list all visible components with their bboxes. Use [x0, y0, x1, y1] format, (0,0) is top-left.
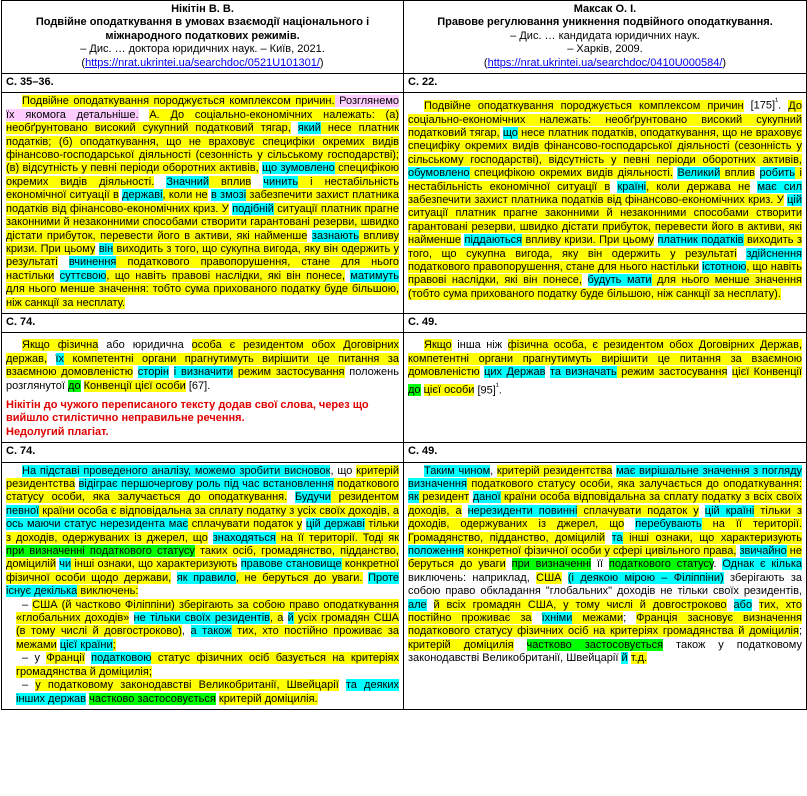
highlighted-fragment: Значний	[166, 175, 210, 188]
text-fragment	[737, 248, 747, 260]
highlighted-fragment: у податковому законодавстві Великобританії, Швейцарії	[35, 679, 339, 692]
highlighted-fragment: конкретної фізичної особи щодо держави,	[6, 558, 399, 584]
highlighted-fragment: , не беруться до уваги.	[235, 571, 363, 584]
highlighted-fragment: забезпечити захист платника податків від фінансово-економічних криз. У	[408, 193, 784, 206]
highlighted-fragment: усіх громадян США (в тому числі й довгостроково)	[16, 612, 400, 638]
highlighted-fragment: таких осіб, громадянство, підданство, доміцилій	[6, 545, 399, 571]
text-fragment: ,	[181, 625, 191, 638]
highlighted-fragment: т.д.	[630, 652, 648, 665]
highlighted-fragment: до	[408, 384, 421, 397]
text-fragment	[582, 274, 588, 286]
highlighted-fragment: при визначенні	[511, 558, 592, 571]
highlighted-fragment: статус фізичних осіб базується на критеріях громадянства й доміцилія;	[16, 652, 400, 678]
right-pages-2: С. 49.	[404, 313, 807, 332]
text-fragment	[139, 109, 150, 121]
right-place: – Харків, 2009.	[567, 43, 643, 56]
highlighted-fragment: , що навіть правові наслідки, які він понесе,	[106, 269, 346, 282]
highlighted-fragment: Будучи	[294, 491, 331, 504]
highlighted-fragment: знаходяться	[212, 531, 276, 544]
highlighted-fragment: й всіх громадян США, у тому числі й довгостроково	[433, 598, 727, 611]
highlighted-fragment: вплив	[720, 167, 755, 180]
highlighted-fragment: режим застосування	[233, 366, 345, 379]
text-fragment	[755, 167, 760, 179]
text-fragment	[624, 518, 635, 530]
highlighted-fragment: фізична особа, є резидентом обох Договірних Держав, компетентні органи прагнутимуть вирішити це питання за взаємною домовленістю	[408, 339, 803, 379]
text-fragment: –	[22, 598, 33, 611]
highlighted-fragment: податкового статусу фізичних осіб на критеріях громадянства й доміцилія	[408, 625, 799, 638]
plagiarism-note	[6, 399, 399, 439]
highlighted-fragment: подібній	[232, 202, 274, 215]
highlighted-fragment: , що навіть правові наслідки, які він понесе,	[408, 260, 802, 287]
right-title: Правове регулювання уникнення подвійного оподаткування.	[437, 16, 773, 29]
highlighted-fragment: критерій доміцилія.	[218, 692, 318, 705]
left-text-2	[2, 333, 404, 443]
highlighted-fragment: цій державі	[305, 518, 365, 531]
text-fragment	[287, 491, 295, 503]
text-fragment: – у	[22, 652, 47, 665]
text-fragment	[727, 599, 734, 611]
text-fragment: її	[591, 558, 609, 571]
highlighted-fragment: несе платник податків, оподаткування, що не враховує специфіку окремих видів фінансово-господарської діяльності (сезонність у сільському господарстві), відсутність у певні періоди оборотних активів,	[408, 126, 803, 166]
highlighted-fragment: як правило	[176, 571, 236, 584]
highlighted-fragment: , коли не	[162, 189, 208, 202]
text-fragment: , що	[330, 464, 357, 477]
right-degree: – Дис. … кандидата юридичних наук.	[510, 29, 700, 42]
highlighted-fragment: нерезиденти повинні	[467, 504, 578, 517]
highlighted-fragment: істотною	[702, 260, 747, 273]
highlighted-fragment: Таким чином	[424, 464, 491, 477]
highlighted-fragment: державі	[122, 189, 163, 202]
highlighted-fragment: Подвійне оподаткування породжується комплексом причин	[424, 100, 744, 113]
highlighted-fragment: Конвенції цієї особи	[83, 379, 186, 392]
highlighted-fragment: для нього менше значення (тобто сума прихованого податку буде більшою, ніж санкції за несплату).	[408, 274, 802, 300]
text-fragment	[462, 505, 468, 517]
highlighted-fragment: до	[68, 379, 81, 392]
highlighted-fragment: відіграє першочергову роль під час встановлення	[78, 478, 334, 490]
text-fragment: положень розглянутої	[6, 366, 399, 392]
text-fragment	[605, 532, 612, 544]
highlighted-fragment: тільки з доходів, одержуваних із джерел, що	[408, 504, 803, 531]
text-fragment: –	[22, 679, 36, 692]
text-fragment	[54, 270, 59, 282]
highlighted-fragment: цій країні	[704, 504, 755, 517]
highlighted-fragment: цієї особи	[423, 384, 475, 397]
highlighted-fragment: критерій резидентства	[6, 464, 399, 490]
left-author: Нікітін В. В.	[171, 3, 234, 15]
text-fragment: [175]	[743, 100, 776, 113]
highlighted-fragment: Франція засновує визначення	[636, 612, 802, 625]
highlighted-fragment: країни особа є відповідальна за сплату податку з усіх своїх доходів, а	[39, 504, 399, 517]
right-author: Максак О. І.	[573, 3, 637, 15]
left-source-cell: Нікітін В. В. Подвійне оподаткування в умовах взаємодії національного і міжнародного податкових режимів. – Дис. … доктора юридичних наук. – Київ, 2021. (https://nrat.ukrintei.ua/searchdoc/0521U101301/)	[2, 1, 404, 74]
highlighted-fragment: цих Держав	[484, 366, 546, 379]
text-row-2	[2, 333, 807, 443]
text-fragment: також у податковому законодавстві Великобританії, Швейцарії	[408, 638, 802, 665]
highlighted-fragment: не беруться до уваги	[408, 545, 802, 571]
highlighted-fragment: як	[408, 491, 419, 504]
highlighted-fragment: тих, хто постійно проживає за	[408, 598, 802, 625]
highlighted-fragment: в змозі	[210, 189, 247, 202]
text-fragment	[208, 532, 213, 544]
highlighted-fragment: інші ознаки, що характеризують	[71, 558, 238, 571]
comparison-table	[1, 0, 807, 710]
highlighted-fragment: при визначенні податкового статусу	[6, 545, 195, 558]
left-passage-2	[6, 339, 399, 393]
highlighted-fragment: вчинення	[68, 256, 117, 269]
text-fragment	[283, 612, 287, 624]
highlighted-fragment: податкового правопорушення, стане для нього настільки	[408, 260, 699, 273]
highlighted-fragment: виходить з того, що сукупна вигода, яку він одержить у результаті	[408, 234, 802, 260]
left-bullet-usa	[6, 599, 399, 653]
highlighted-fragment: впливу кризи. При цьому	[522, 234, 655, 247]
highlighted-fragment: обумовлено	[408, 167, 470, 180]
highlighted-fragment: будуть мати	[587, 274, 652, 287]
highlighted-fragment: або	[733, 598, 753, 611]
highlighted-fragment: має сил	[757, 180, 802, 193]
text-fragment	[154, 176, 166, 188]
highlighted-fragment: США	[536, 571, 562, 584]
highlighted-fragment: критерій резидентства	[496, 464, 613, 477]
highlighted-fragment: (і деякою мірою – Філіппіни)	[567, 571, 724, 584]
highlighted-fragment: сплачувати податок у	[188, 518, 303, 531]
highlighted-fragment: резидент	[418, 491, 470, 504]
highlighted-fragment: чинить	[263, 175, 299, 188]
highlighted-fragment: виходить з того, що сукупна вигода, яку він одержить у результаті	[6, 242, 399, 269]
highlighted-fragment: даної	[472, 491, 501, 504]
text-fragment: ;	[798, 625, 802, 638]
highlighted-fragment: піддаються	[464, 234, 523, 247]
highlighted-fragment: податкового статусу	[608, 558, 714, 571]
note-line-2: Недолугий плагіат.	[6, 425, 109, 438]
highlighted-fragment: податкового статусу особи, яка залучається до оподаткування.	[6, 478, 399, 504]
highlighted-fragment: межами	[572, 612, 624, 625]
highlighted-fragment: податковою	[91, 652, 152, 665]
right-pages-1: С. 22.	[404, 74, 807, 93]
highlighted-fragment: що зумовлено	[262, 162, 335, 175]
left-bullet-uk	[6, 679, 399, 706]
highlighted-fragment: та визначать	[549, 366, 617, 379]
highlighted-fragment: тих, хто постійно проживає за межами	[16, 625, 399, 651]
pages-row-3	[2, 443, 807, 462]
text-fragment: зберігають за собою право обкладання "глобальних" доходів не тільки своїх резидентів,	[408, 571, 802, 598]
highlighted-fragment: і визначити	[173, 366, 234, 379]
highlighted-fragment: компетентні органи прагнутимуть вирішити це питання за взаємною домовленістю	[6, 352, 399, 379]
left-title: Подвійне оподаткування в умовах взаємодії національного і міжнародного податкових режимів.	[35, 16, 370, 42]
text-fragment	[47, 353, 55, 365]
highlighted-fragment: До соціально-економічних належать: необґрунтовано високий сукупний податковий тягар,	[408, 100, 802, 139]
text-fragment	[562, 572, 568, 584]
text-fragment: .	[498, 384, 502, 397]
text-fragment: [95]	[474, 384, 496, 397]
highlighted-fragment: несе платник податків; (б) оподаткування, що не враховує специфіки окремих видів фінансово-господарської діяльності (сезонність у сільському господарстві); (в) відсутність у певні періоди оборотних активів,	[6, 122, 399, 175]
highlighted-fragment: А. До соціально-економічних належать: (а) необґрунтовано високий сукупний податковий тягар,	[6, 108, 399, 135]
highlighted-fragment: конкретної фізичної особи у сфері цивільного права,	[463, 545, 737, 558]
highlighted-fragment: ситуації платник прагне законними й незаконними способами створити гарантовані резерви, швидко дістати прибуток, перевести його в активи, які найменше	[6, 202, 399, 242]
note-line-1: Нікітін до чужого переписаного тексту додав свої слова, через що вийшло стилістично неправильне речення.	[6, 398, 369, 425]
right-text-1	[404, 93, 807, 314]
highlighted-fragment: сплачувати податок у	[577, 504, 699, 517]
highlighted-fragment: Однак є кілька	[722, 558, 802, 571]
pages-row-1	[2, 74, 807, 93]
highlighted-fragment: виключень:	[77, 585, 139, 598]
left-pages-2: С. 74.	[2, 313, 404, 332]
header-row	[2, 1, 807, 74]
highlighted-fragment: положення	[408, 545, 464, 558]
highlighted-fragment: частково застосовується	[526, 638, 664, 651]
highlighted-fragment: й	[621, 652, 628, 665]
highlighted-fragment: специфікою окремих видів діяльності.	[469, 167, 673, 180]
highlighted-fragment: і нестабільність економічної ситуації в	[408, 167, 803, 193]
highlighted-fragment: й	[287, 612, 294, 625]
highlighted-fragment: для нього менше значення: тобто сума прихованого податку буде більшою, ніж санкції за несплату.	[6, 283, 399, 309]
highlighted-fragment: критерій доміцилія	[408, 638, 514, 651]
highlighted-fragment: звичайно	[739, 545, 787, 558]
pages-row-2	[2, 313, 807, 332]
text-fragment: виключень: наприклад,	[408, 571, 537, 584]
highlighted-fragment: має вирішальне значення з погляду визначення	[408, 464, 802, 490]
highlighted-fragment: особа є резидентом обох Договірних держав,	[6, 339, 399, 365]
highlighted-fragment: на її території. Тоді як	[275, 531, 400, 544]
text-fragment: ¹	[775, 96, 779, 107]
highlighted-fragment: податкового статусу особи, яка залучається до оподаткування:	[466, 478, 802, 490]
left-passage-1	[6, 95, 399, 310]
text-fragment	[532, 612, 542, 624]
highlighted-fragment: і нестабільність економічної ситуації в	[6, 175, 399, 202]
highlighted-fragment: та деяких інших держав	[16, 679, 399, 705]
highlighted-fragment: Великий	[677, 167, 721, 180]
left-degree: – Дис. … доктора юридичних наук. – Київ, 2021.	[80, 43, 325, 56]
highlighted-fragment: тільки з доходів, одержуваних із джерел, що	[6, 518, 399, 544]
highlighted-fragment: а також	[190, 625, 232, 638]
highlighted-fragment: ;	[112, 638, 116, 651]
text-fragment	[339, 679, 346, 691]
highlighted-fragment: перебувають	[635, 518, 702, 531]
highlighted-fragment: Якщо фізична	[22, 339, 99, 352]
text-fragment: ;	[623, 612, 637, 625]
highlighted-fragment: специфікою окремих видів діяльності.	[6, 162, 399, 188]
text-fragment	[291, 122, 298, 134]
highlighted-fragment: забезпечити захист платника податків від фінансово-економічних криз. У	[6, 189, 399, 215]
highlighted-fragment: їх	[55, 352, 65, 365]
highlighted-fragment: сторін	[137, 366, 169, 379]
highlighted-fragment: інші ознаки, що характеризують	[622, 531, 802, 544]
text-fragment: або юридична	[98, 339, 192, 352]
text-row-3	[2, 462, 807, 709]
highlighted-fragment: вплив	[209, 175, 252, 188]
text-fragment	[171, 572, 177, 584]
highlighted-fragment: Розглянемо їх якомога детальніше.	[6, 95, 399, 121]
text-fragment: ,	[490, 464, 497, 477]
highlighted-fragment: Проте існує декілька	[6, 571, 399, 598]
highlighted-fragment: режим застосування	[616, 366, 728, 379]
highlighted-fragment: суттєвою	[59, 269, 107, 282]
highlighted-fragment: що	[502, 126, 518, 139]
text-fragment: інша ніж	[451, 339, 508, 352]
text-fragment	[699, 505, 705, 517]
highlighted-fragment: зазнають	[311, 229, 359, 242]
left-passage-3	[6, 465, 399, 599]
highlighted-fragment: здійснення	[746, 247, 802, 260]
highlighted-fragment: матимуть	[350, 269, 399, 282]
right-passage-2	[408, 339, 802, 397]
right-text-2	[404, 333, 807, 443]
highlighted-fragment: країни особа відповідальна за сплату податку з всіх своїх доходів, а	[408, 491, 803, 517]
right-passage-1	[408, 95, 802, 301]
text-fragment: .	[778, 100, 789, 113]
right-passage-3	[408, 465, 802, 666]
highlighted-fragment: Подвійне оподаткування породжується комплексом причин.	[22, 95, 335, 108]
left-pages-1: С. 35–36.	[2, 74, 404, 93]
right-pages-3: С. 49.	[404, 443, 807, 462]
text-fragment	[427, 599, 434, 611]
highlighted-fragment: робить	[759, 167, 795, 180]
highlighted-fragment: правове становище	[240, 558, 342, 571]
highlighted-fragment: він	[98, 242, 114, 255]
left-pages-3: С. 74.	[2, 443, 404, 462]
highlighted-fragment: але	[408, 598, 427, 611]
highlighted-fragment: впливу кризи. При цьому	[6, 229, 399, 255]
highlighted-fragment: частково застосовується	[89, 692, 216, 705]
text-row-1	[2, 93, 807, 314]
highlighted-fragment: певної	[6, 504, 40, 517]
text-fragment: .	[713, 558, 723, 571]
text-fragment	[129, 612, 133, 624]
highlighted-fragment: цієї Конвенції	[731, 366, 802, 379]
text-fragment	[654, 234, 657, 246]
highlighted-fragment: податкового правопорушення, стане для нього настільки	[6, 256, 399, 282]
highlighted-fragment: Франції	[46, 652, 85, 665]
text-fragment	[251, 176, 263, 188]
highlighted-fragment: чи	[59, 558, 72, 571]
right-source-cell: Максак О. І. Правове регулювання уникнення подвійного оподаткування. – Дис. … кандидата юридичних наук. – Харків, 2009. (https://nrat.ukrintei.ua/searchdoc/0410U000584/)	[404, 1, 807, 74]
highlighted-fragment: На підставі проведеного аналізу, можемо зробити висновок	[22, 464, 331, 477]
highlighted-fragment: ситуації платник прагне законними й незаконними способами створити гарантовані резерви, швидко дістати прибуток, перевести його в активи, які найменше	[408, 207, 802, 247]
highlighted-fragment: цієї країни	[59, 638, 113, 651]
text-fragment: ¹	[495, 380, 499, 391]
text-fragment	[506, 558, 512, 570]
highlighted-fragment: не тільки своїх резидентів	[133, 612, 270, 625]
highlighted-fragment: , а	[270, 612, 284, 625]
highlighted-fragment: платник податків	[657, 234, 744, 247]
right-source-link[interactable]: https://nrat.ukrintei.ua/searchdoc/0410U000584/	[487, 56, 723, 69]
left-text-3	[2, 462, 404, 709]
text-fragment	[752, 599, 759, 611]
right-text-3	[404, 462, 807, 709]
highlighted-fragment: цій	[787, 193, 802, 206]
left-source-link[interactable]: https://nrat.ukrintei.ua/searchdoc/0521U101301/	[85, 56, 320, 69]
highlighted-fragment: на її території. Громадянство, підданство, доміцилій	[408, 518, 802, 544]
text-fragment	[58, 256, 69, 268]
text-fragment: [67].	[185, 379, 211, 392]
highlighted-fragment: країні	[617, 180, 647, 193]
highlighted-fragment: резидентом	[330, 491, 399, 504]
highlighted-fragment: та	[611, 531, 623, 544]
highlighted-fragment: Якщо	[424, 339, 452, 352]
highlighted-fragment: , коли держава не	[646, 180, 751, 193]
highlighted-fragment: США (й частково Філіппіни) зберігають за собою право оподаткування «глобальних доходів»	[16, 598, 399, 625]
highlighted-fragment: який	[297, 122, 321, 135]
text-fragment	[514, 639, 527, 651]
highlighted-fragment: ось маючи статус нерезидента має	[6, 518, 189, 531]
left-text-1	[2, 93, 404, 314]
left-bullet-france	[6, 652, 399, 679]
highlighted-fragment: їхніми	[541, 612, 573, 625]
